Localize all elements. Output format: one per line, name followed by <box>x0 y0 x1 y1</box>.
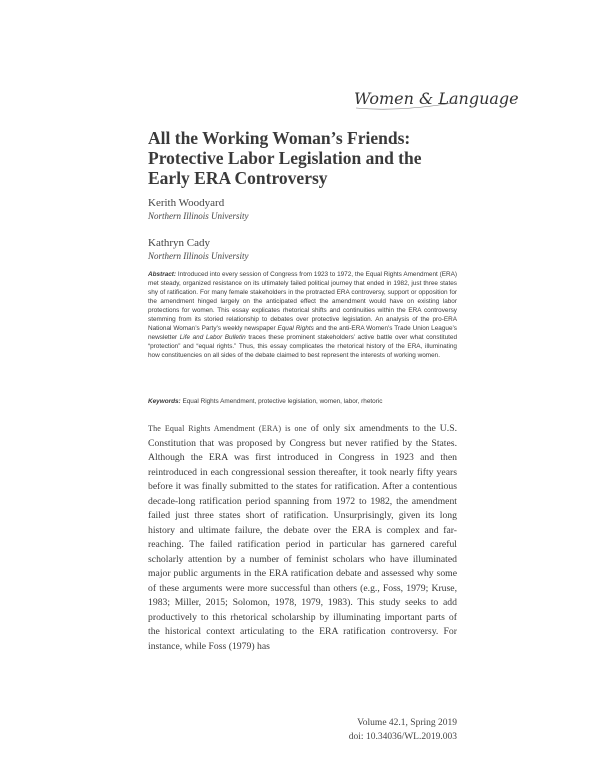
body-paragraph <box>148 422 457 654</box>
title-line-1: All the Working Woman’s Friends: <box>148 128 411 148</box>
author-name-1: Kerith Woodyard <box>148 197 225 209</box>
title-line-2: Protective Labor Legislation and the <box>148 148 422 168</box>
body-text: of only six amendments to the U.S. Constitution that was proposed by Congress but never ratified by the States. Although the ERA was first introduced in Congress in 1923 and then reintroduced in each congressional session thereafter, it took nearly fifty years before it was finally submitted to the states for ratification. After a contentious decade-long ratification period spanning from 1972 to 1982, the amendment failed just three states short of ratification. Unsurprisingly, given its long history and ultimate failure, the debate over the ERA is complex and far-reaching. The failed ratification period in particular has garnered careful scholarly attention by a number of feminist scholars who have illuminated major public arguments in the ERA ratification debate and assessed why some of these arguments were more successful than others (e.g., Foss, 1979; Kruse, 1983; Miller, 2015; Solomon, 1978, 1979, 1983). This study seeks to add productively to this rhetorical scholarship by illuminating important parts of the historical context articulating to the ERA ratification controversy. For instance, while Foss (1979) has <box>148 423 458 652</box>
abstract-label: Abstract: <box>148 271 177 278</box>
article-title <box>148 128 458 188</box>
keywords-label: Keywords: <box>148 398 181 405</box>
footer-doi: doi: 10.34036/WL.2019.003 <box>348 732 457 742</box>
abstract-text-1: Introduced into every session of Congress from 1923 to 1972, the Equal Rights Amendment (ERA) met steady, organized resistance on its ultimately failed political journey that ended in 1982, just three states shy of ratification. For many female stakeholders in the protracted ERA controversy, support or opposition for the amendment hinged largely on the anticipated effect the amendment would have on existing labor protections for women. This essay explicates rhetorical shifts and continuities within the ERA controversy stemming from its storied relationship to debates over protective legislation. An analysis of the pro-ERA National Woman’s Party’s weekly newspaper <box>148 271 458 332</box>
abstract-italic-1: Equal Rights <box>277 325 314 332</box>
footer-volume: Volume 42.1, Spring 2019 <box>357 718 457 728</box>
abstract-italic-2: Life and Labor Bulletin <box>179 334 246 341</box>
abstract-text-3: traces these prominent stakeholders’ active battle over what constituted “protection” and “equal rights.” Thus, this essay complicates the rhetorical history of the ERA, illuminating how constituencies on all sides of the debate claimed to best represent the interests of working women. <box>148 334 458 359</box>
author-affiliation-2: Northern Illinois University <box>148 251 249 261</box>
title-line-3: Early ERA Controversy <box>148 168 328 188</box>
keywords <box>148 397 457 406</box>
journal-logo-text: Women & Language <box>354 89 519 108</box>
abstract <box>148 270 457 360</box>
keywords-text: Equal Rights Amendment, protective legislation, women, labor, rhetoric <box>182 398 383 405</box>
abstract-text-2: and the anti-ERA Women’s Trade Union League’s newsletter <box>148 325 457 341</box>
body-lead-in: The Equal Rights Amendment (ERA) is one <box>148 424 307 433</box>
author-name-2: Kathryn Cady <box>148 237 211 249</box>
journal-logo <box>352 82 519 116</box>
author-affiliation-1: Northern Illinois University <box>148 211 249 221</box>
